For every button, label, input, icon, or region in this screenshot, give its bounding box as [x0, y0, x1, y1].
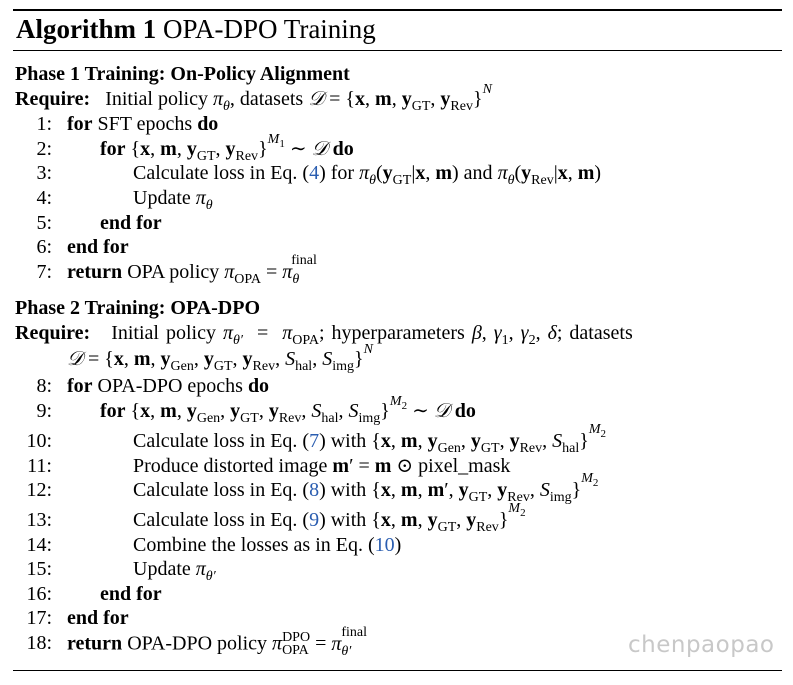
line-number: 15: — [26, 558, 52, 580]
title-rule — [13, 50, 782, 51]
line-number: 1: — [36, 113, 52, 135]
line-number: 11: — [27, 455, 52, 477]
require-keyword: Require: — [15, 88, 91, 110]
eq-link-7[interactable]: 7 — [309, 430, 320, 452]
algorithm-title — [16, 14, 376, 44]
eq-link-9[interactable]: 9 — [309, 509, 320, 531]
bottom-rule — [13, 670, 782, 671]
algo-line-13: Calculate loss in Eq. (9) with {x, m, $y_{GT}$, $y_{Rev}\}^{M_2}$ — [133, 501, 526, 535]
line-number: 9: — [36, 400, 52, 422]
line-number: 18: — [26, 632, 52, 654]
require-text: Initial policy $\pi_{\theta'} = \pi_{OPA}$; hyperparameters β, $\gamma_1$, $\gamma_2$, δ; datasets — [111, 322, 633, 348]
algo-line-6: end for — [67, 236, 129, 258]
algo-line-3: Calculate loss in Eq. (4) for $\pi_\theta(y_{GT}|x$, m) and $\pi_\theta(y_{Rev}|x$, m) — [133, 162, 602, 188]
eq-link-8[interactable]: 8 — [309, 479, 320, 501]
algo-line-17: end for — [67, 607, 129, 629]
keyword-do: do — [197, 113, 219, 135]
line-number: 8: — [36, 375, 52, 397]
line-number: 5: — [36, 212, 52, 234]
algo-line-14: Combine the losses as in Eq. (10) — [133, 534, 402, 556]
eq-link-4[interactable]: 4 — [309, 162, 320, 184]
line-number: 10: — [26, 430, 52, 452]
algo-line-10: Calculate loss in Eq. (7) with {x, m, $y_{Gen}$, $y_{GT}$, $y_{Rev}$, $S_{hal}\}^{M_2}$ — [133, 422, 607, 456]
phase1-heading: Phase 1 Training: On-Policy Alignment — [15, 63, 350, 85]
phase2-heading: Phase 2 Training: OPA-DPO — [15, 297, 260, 319]
loop-subject: OPA-DPO epochs — [97, 375, 243, 397]
algorithm-name: OPA-DPO Training — [162, 14, 376, 44]
algorithm-label: Algorithm 1 — [16, 14, 157, 44]
algo-line-12: Calculate loss in Eq. (8) with {x, m, m′, $y_{GT}$, $y_{Rev}$, $S_{img}\}^{M_2}$ — [133, 471, 599, 505]
algo-line-4: Update $\pi_\theta$ — [133, 187, 213, 213]
algo-line-5: end for — [100, 212, 162, 234]
pixel-mask-text: pixel_mask — [418, 455, 511, 477]
algo-line-9: for {x, m, $y_{Gen}$, $y_{GT}$, $y_{Rev}$, $S_{hal}$, $S_{img}\}^{M_2}$ ∼ 𝒟 do — [100, 394, 476, 426]
phase1-require — [15, 82, 492, 114]
line-number: 13: — [26, 509, 52, 531]
watermark: chenpaopao — [628, 632, 775, 658]
require-keyword: Require: — [15, 322, 91, 344]
keyword-for: for — [67, 113, 93, 135]
line-number: 16: — [26, 583, 52, 605]
line-number: 2: — [36, 138, 52, 160]
line-number: 7: — [36, 261, 52, 283]
line-number: 12: — [26, 479, 52, 501]
eq-link-10[interactable]: 10 — [374, 534, 395, 556]
top-rule — [13, 9, 782, 11]
loop-subject: SFT epochs — [97, 113, 193, 135]
require-text: Initial policy $\pi_\theta$, datasets 𝒟 = {x, m, $y_{GT}$, $y_{Rev}\}^N$ — [105, 82, 492, 114]
line-number: 6: — [36, 236, 52, 258]
line-number: 3: — [36, 162, 52, 184]
algo-line-1 — [67, 113, 218, 135]
algo-line-18: return OPA-DPO policy π DPO OPA = $\pi_{\theta'}^{final}$ — [67, 624, 367, 659]
update-text: Update — [133, 187, 191, 209]
line-number: 4: — [36, 187, 52, 209]
line-number: 14: — [26, 534, 52, 556]
phase2-require — [15, 322, 633, 348]
algo-line-7: return OPA policy $\pi_{OPA} = \pi_\theta^{final}$ — [67, 253, 317, 287]
combine-text: Combine the losses as in Eq. — [133, 534, 363, 556]
algo-line-15: Update $\pi_{\theta'}$ — [133, 558, 216, 584]
algo-line-16: end for — [100, 583, 162, 605]
algo-line-8: for OPA-DPO epochs do — [67, 375, 270, 397]
phase2-require-cont: 𝒟 = {x, m, $y_{Gen}$, $y_{GT}$, $y_{Rev}$, $S_{hal}$, $S_{img}\}^N$ — [67, 342, 373, 374]
algo-line-2: for {x, m, $y_{GT}$, $y_{Rev}\}^{M_1}$ ∼ 𝒟 do — [100, 132, 354, 164]
algo-line-11: Produce distorted image m′ = m ⊙ pixel_mask — [133, 455, 511, 477]
line-number: 17: — [26, 607, 52, 629]
